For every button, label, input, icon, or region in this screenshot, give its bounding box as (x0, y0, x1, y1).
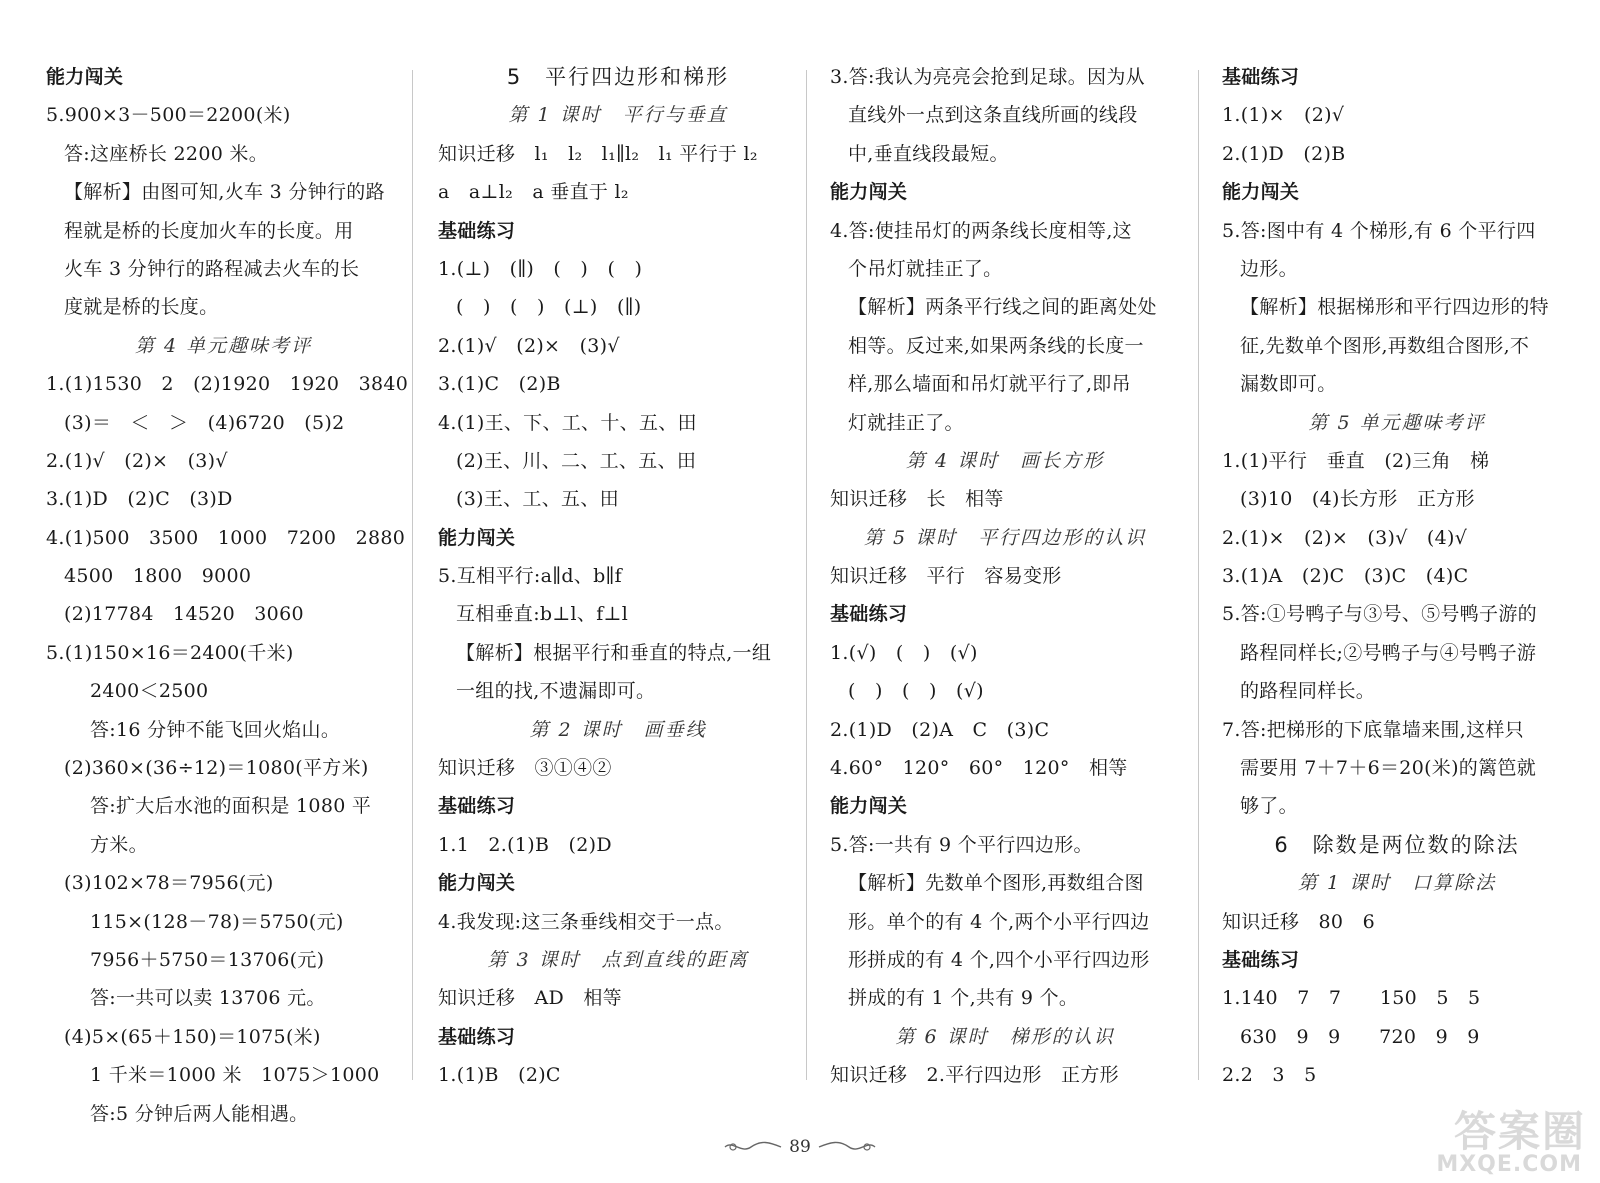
watermark (1436, 1099, 1586, 1177)
answer-line: 度就是桥的长度。 (64, 296, 219, 319)
lesson-title: 第 5 单元趣味考评 (1308, 411, 1486, 434)
section-heading: 能力闯关 (438, 526, 516, 549)
answer-line: 3.答:我认为亮亮会抢到足球。因为从 (830, 66, 1145, 88)
unit-title: 6 除数是两位数的除法 (1274, 832, 1520, 857)
answer-line: ( ) ( ) (√) (848, 680, 984, 703)
answer-line: 【解析】根据平行和垂直的特点,一组 (456, 641, 772, 664)
answer-line: 1.(⊥) (∥) ( ) ( ) (438, 257, 643, 280)
answer-line: 1.(1)1530 2 (2)1920 1920 3840 (46, 373, 409, 396)
lesson-title: 第 1 课时 口算除法 (1297, 872, 1497, 895)
answer-line: 答:这座桥长 2200 米。 (64, 142, 269, 165)
answer-line: 5.答:一共有 9 个平行四边形。 (830, 833, 1093, 856)
answer-line: 3.(1)D (2)C (3)D (46, 488, 233, 511)
answer-line: 2.(1)D (2)A C (3)C (830, 718, 1050, 741)
unit-title: 5 平行四边形和梯形 (506, 65, 730, 89)
column-divider (806, 70, 807, 1080)
answer-line: a a⊥l₂ a 垂直于 l₂ (438, 181, 629, 204)
answer-line: 2400＜2500 (90, 680, 209, 703)
knowledge-transfer-line: 知识迁移 ③①④② (438, 757, 612, 780)
answer-line: 答:扩大后水池的面积是 1080 平 (90, 795, 372, 818)
answer-line: (3)102×78＝7956(元) (64, 872, 274, 895)
lesson-title: 第 1 课时 平行与垂直 (508, 104, 728, 127)
answer-line: (2)360×(36÷12)＝1080(平方米) (64, 757, 369, 780)
answer-line: 灯就挂正了。 (848, 411, 964, 434)
answer-line: 够了。 (1240, 795, 1298, 818)
answer-line: 一组的找,不遗漏即可。 (456, 680, 656, 703)
answer-line: 【解析】两条平行线之间的距离处处 (848, 296, 1157, 319)
knowledge-transfer-line: 知识迁移 80 6 (1222, 910, 1375, 933)
answer-line: 5.互相平行:a∥d、b∥f (438, 565, 622, 588)
answer-line: 个吊灯就挂正了。 (848, 257, 1003, 280)
answer-line: 答:5 分钟后两人能相遇。 (90, 1102, 309, 1125)
answer-line: 5.900×3－500＝2200(米) (46, 104, 291, 127)
answer-line: 形拼成的有 4 个,四个小平行四边形 (848, 948, 1150, 971)
answer-line: 1.(√) ( ) (√) (830, 641, 978, 664)
lesson-title: 第 4 单元趣味考评 (134, 334, 313, 357)
answer-line: (3)10 (4)长方形 正方形 (1240, 488, 1475, 511)
answer-line: 7956＋5750＝13706(元) (90, 948, 325, 971)
answer-line: 2.(1)√ (2)× (3)√ (438, 334, 620, 357)
answer-line: 2.(1)D (2)B (1222, 142, 1346, 165)
section-heading: 基础练习 (1222, 66, 1300, 88)
column-1 (46, 58, 409, 1133)
answer-line: (2)王、川、二、工、五、田 (456, 449, 697, 472)
section-heading: 基础练习 (438, 795, 516, 818)
answer-line: 互相垂直:b⊥l、f⊥l (456, 603, 629, 626)
lesson-title: 第 4 课时 画长方形 (905, 449, 1105, 472)
answer-line: 的路程同样长。 (1240, 680, 1376, 703)
answer-line: 2.(1)√ (2)× (3)√ (46, 449, 228, 472)
answer-line: 漏数即可。 (1240, 373, 1337, 396)
column-3 (830, 58, 1180, 1095)
answer-line: 方米。 (90, 833, 148, 856)
answer-line: 路程同样长;②号鸭子与④号鸭子游 (1240, 641, 1537, 664)
answer-line: (2)17784 14520 3060 (64, 603, 304, 626)
answer-line: 需要用 7＋7＋6＝20(米)的篱笆就 (1240, 757, 1537, 780)
answer-line: 拼成的有 1 个,共有 9 个。 (848, 987, 1079, 1010)
answer-line: 2.(1)× (2)× (3)√ (4)√ (1222, 526, 1468, 549)
answer-line: (4)5×(65＋150)＝1075(米) (64, 1025, 321, 1048)
column-4 (1222, 58, 1572, 1095)
section-heading: 基础练习 (1222, 948, 1300, 971)
section-heading: 能力闯关 (1222, 181, 1300, 204)
lesson-title: 第 5 课时 平行四边形的认识 (863, 526, 1147, 549)
answer-line: 1.1 2.(1)B (2)D (438, 833, 612, 856)
knowledge-transfer-line: 知识迁移 l₁ l₂ l₁∥l₂ l₁ 平行于 l₂ (438, 142, 758, 165)
section-heading: 能力闯关 (438, 872, 516, 895)
answer-line: 边形。 (1240, 257, 1298, 280)
answer-line: 4.答:使挂吊灯的两条线长度相等,这 (830, 219, 1132, 242)
page-number: 89 (789, 1137, 811, 1157)
answer-line: 【解析】先数单个图形,再数组合图 (848, 872, 1144, 895)
answer-line: 3.(1)A (2)C (3)C (4)C (1222, 565, 1469, 588)
answer-line: 630 9 9 720 9 9 (1240, 1025, 1480, 1048)
answer-line: 5.(1)150×16＝2400(千米) (46, 641, 294, 664)
section-heading: 基础练习 (438, 219, 516, 242)
answer-line: 115×(128－78)＝5750(元) (90, 910, 344, 933)
answer-line: 【解析】根据梯形和平行四边形的特 (1240, 296, 1549, 319)
answer-line: 直线外一点到这条直线所画的线段 (848, 104, 1138, 127)
answer-line: 【解析】由图可知,火车 3 分钟行的路 (64, 181, 385, 204)
section-heading: 基础练习 (830, 603, 908, 626)
section-heading: 能力闯关 (46, 66, 124, 88)
ornament-left-icon (723, 1138, 783, 1156)
column-divider (1198, 70, 1199, 1080)
answer-line: 4.(1)王、下、工、十、五、田 (438, 411, 697, 434)
answer-line: 1.(1)× (2)√ (1222, 104, 1345, 127)
ornament-right-icon (817, 1138, 877, 1156)
watermark-url: MXQE.COM (1436, 1152, 1582, 1177)
section-heading: 基础练习 (438, 1025, 516, 1048)
answer-line: 4500 1800 9000 (64, 565, 252, 588)
answer-line: 样,那么墙面和吊灯就平行了,即吊 (848, 373, 1131, 396)
lesson-title: 第 3 课时 点到直线的距离 (487, 948, 749, 971)
knowledge-transfer-line: 知识迁移 AD 相等 (438, 987, 622, 1010)
watermark-text: 答案圈 (1453, 1107, 1586, 1156)
answer-line: 4.60° 120° 60° 120° 相等 (830, 757, 1128, 780)
answer-line: 1.(1)B (2)C (438, 1064, 561, 1087)
answer-line: 7.答:把梯形的下底靠墙来围,这样只 (1222, 718, 1524, 741)
answer-line: 中,垂直线段最短。 (848, 142, 1009, 165)
lesson-title: 第 6 课时 梯形的认识 (895, 1025, 1115, 1048)
answer-line: (3)王、工、五、田 (456, 488, 619, 511)
answer-line: 1.140 7 7 150 5 5 (1222, 987, 1481, 1010)
answer-line: 答:16 分钟不能飞回火焰山。 (90, 718, 341, 741)
answer-line: 5.答:图中有 4 个梯形,有 6 个平行四 (1222, 219, 1536, 242)
section-heading: 能力闯关 (830, 795, 908, 818)
column-2 (438, 58, 798, 1095)
answer-line: 5.答:①号鸭子与③号、⑤号鸭子游的 (1222, 603, 1537, 626)
answer-line: 答:一共可以卖 13706 元。 (90, 987, 326, 1010)
section-heading: 能力闯关 (830, 181, 908, 204)
answer-line: 相等。反过来,如果两条线的长度一 (848, 334, 1144, 357)
answer-line: 征,先数单个图形,再数组合图形,不 (1240, 334, 1530, 357)
knowledge-transfer-line: 知识迁移 平行 容易变形 (830, 565, 1062, 588)
answer-line: 3.(1)C (2)B (438, 373, 561, 396)
knowledge-transfer-line: 知识迁移 长 相等 (830, 488, 1004, 511)
answer-line: 4.我发现:这三条垂线相交于一点。 (438, 910, 734, 933)
page-footer (0, 1132, 1600, 1162)
knowledge-transfer-line: 知识迁移 2.平行四边形 正方形 (830, 1064, 1119, 1087)
answer-line: 1.(1)平行 垂直 (2)三角 梯 (1222, 449, 1490, 472)
answer-line: 形。单个的有 4 个,两个小平行四边 (848, 910, 1150, 933)
answer-line: 4.(1)500 3500 1000 7200 2880 (46, 526, 406, 549)
answer-line: 1 千米＝1000 米 1075＞1000 (90, 1064, 380, 1087)
answer-line: ( ) ( ) (⊥) (∥) (456, 296, 642, 319)
answer-line: 火车 3 分钟行的路程减去火车的长 (64, 257, 360, 280)
lesson-title: 第 2 课时 画垂线 (529, 718, 707, 741)
answer-line: (3)＝ ＜ ＞ (4)6720 (5)2 (64, 411, 345, 434)
answer-line: 2.2 3 5 (1222, 1064, 1317, 1087)
column-divider (412, 70, 413, 1080)
answer-line: 程就是桥的长度加火车的长度。用 (64, 219, 354, 242)
